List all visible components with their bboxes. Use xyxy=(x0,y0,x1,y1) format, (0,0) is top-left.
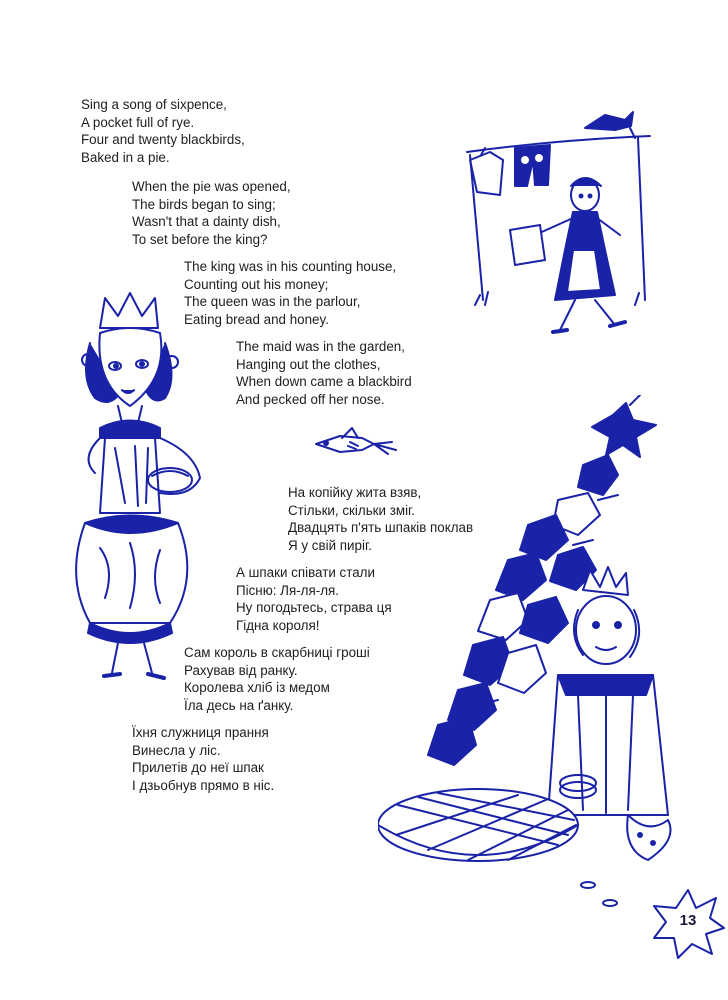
page-number: 13 xyxy=(679,912,697,929)
verse-line: Сам король в скарбниці гроші xyxy=(184,645,370,660)
verse-line: The queen was in the parlour, xyxy=(184,294,361,309)
queen-with-bread-illustration xyxy=(60,288,220,688)
verse-line: Їла десь на ґанку. xyxy=(184,697,294,713)
verse-line: Стільки, скільки зміг. xyxy=(288,502,416,518)
stanza-uk-2 xyxy=(236,564,392,634)
page-number-badge xyxy=(650,888,726,960)
verse-line: Прилетів до неї шпак xyxy=(132,760,264,775)
verse-line: Винесла у ліс. xyxy=(132,742,221,758)
verse-line: Гідна короля! xyxy=(236,617,320,633)
verse-line: Рахував від ранку. xyxy=(184,662,298,678)
verse-line: The maid was in the garden, xyxy=(236,339,405,354)
verse-line: Пісню: Ля-ля-ля. xyxy=(236,582,339,598)
verse-line: Four and twenty blackbirds, xyxy=(81,132,245,147)
verse-line: A pocket full of rye. xyxy=(81,114,195,130)
verse-line: When down came a blackbird xyxy=(236,374,412,389)
verse-line: Baked in a pie. xyxy=(81,149,170,165)
verse-line: Ну погодьтесь, страва ця xyxy=(236,600,392,615)
verse-line: Hanging out the clothes, xyxy=(236,356,381,372)
verse-line: Їхня служниця прання xyxy=(132,725,269,740)
verse-line: Counting out his money; xyxy=(184,276,329,292)
verse-line: To set before the king? xyxy=(132,231,268,247)
stanza-en-2 xyxy=(132,178,291,248)
verse-line: The king was in his counting house, xyxy=(184,259,397,274)
verse-line: And pecked off her nose. xyxy=(236,391,385,407)
verse-line: Eating bread and honey. xyxy=(184,311,329,327)
verse-line: Двадцять п'ять шпаків поклав xyxy=(288,520,474,535)
verse-line: А шпаки співати стали xyxy=(236,565,375,580)
stanza-en-1 xyxy=(81,96,245,166)
verse-line: The birds began to sing; xyxy=(132,196,276,212)
verse-line: На копійку жита взяв, xyxy=(288,485,422,500)
king-with-pie-illustration xyxy=(378,395,678,915)
verse-line: Wasn't that a dainty dish, xyxy=(132,214,281,229)
stanza-uk-4 xyxy=(132,724,274,794)
verse-line: When the pie was opened, xyxy=(132,179,291,194)
verse-line: Sing a song of sixpence, xyxy=(81,97,227,112)
maid-hanging-clothes-illustration xyxy=(455,100,660,345)
verse-line: Королева хліб із медом xyxy=(184,680,330,695)
verse-line: І дзьобнув прямо в ніс. xyxy=(132,777,275,793)
verse-line: Я у свій пиріг. xyxy=(288,537,372,553)
